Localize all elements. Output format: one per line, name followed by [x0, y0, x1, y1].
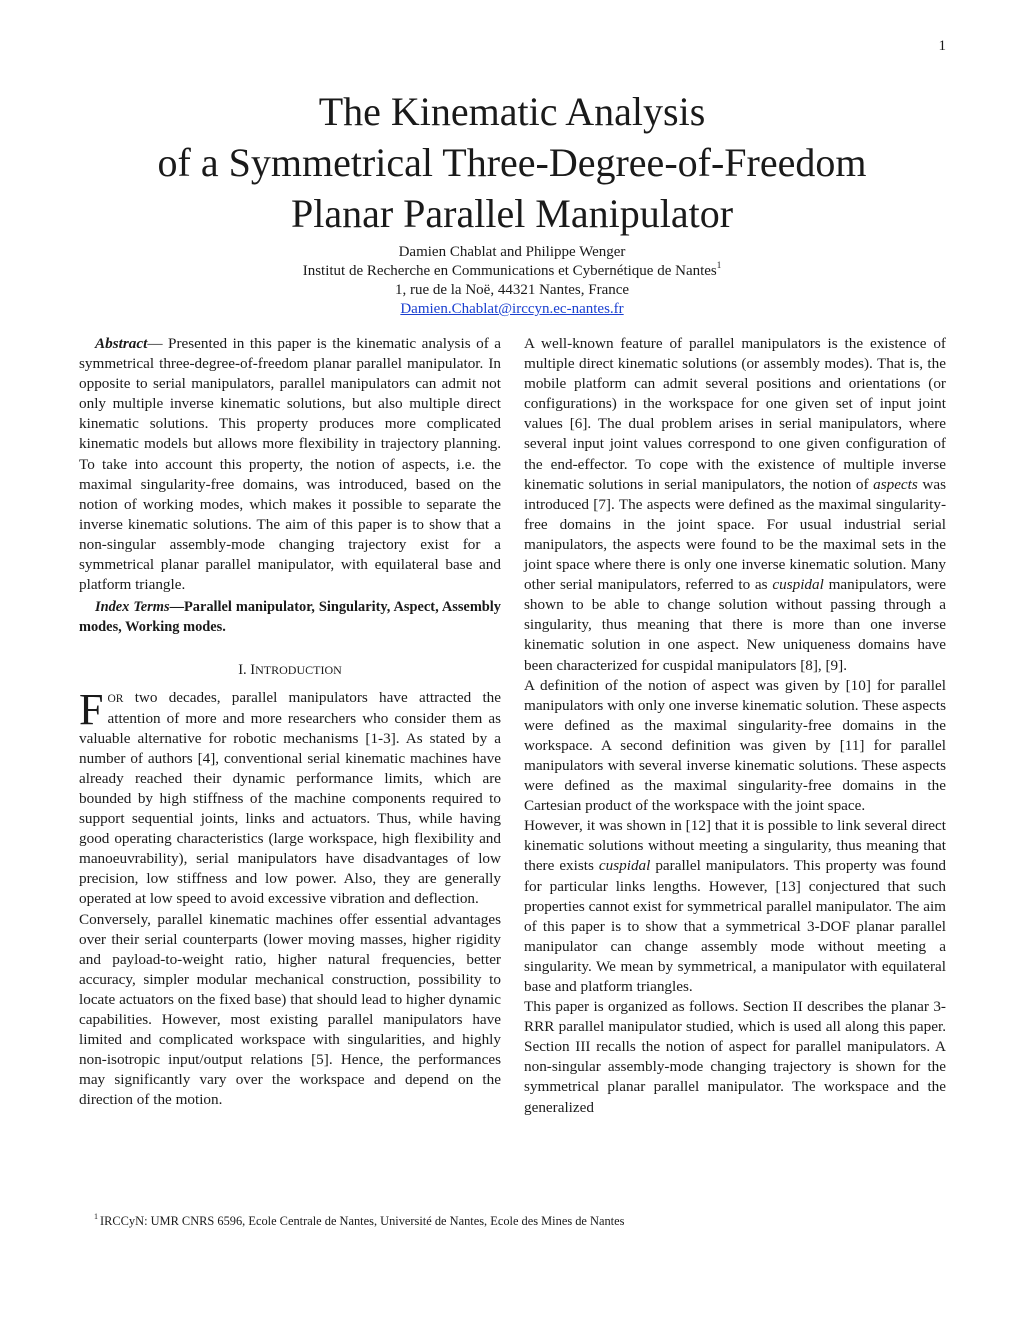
intro-paragraph-1: [79, 684, 501, 910]
section-heading-rest: NTRODUCTION: [255, 663, 342, 678]
paper-title-line-1: The Kinematic Analysis: [318, 89, 706, 134]
section-heading-introduction: [79, 660, 501, 680]
emphasis-cuspidal-2: cuspidal: [598, 857, 651, 875]
abstract-text: Presented in this paper is the kinematic analysis of a symmetrical three-degree-of-freedom planar parallel manipulator. In opposite to serial manipulators, parallel manipulators can admit not only multiple inverse kinematic solutions, but also multiple direct kinematic solutions. This property produces more complicated kinematic models but allows more flexibility in trajectory planning. To take into account this property, the notion of aspects, i.e. the maximal singularity-free domains, was introduced, based on the notion of working modes, which makes it possible to separate the inverse kinematic solutions. The aim of this paper is to show that a non-singular assembly-mode changing trajectory exist for a symmetrical planar parallel manipulator, with equilateral base and platform triangle.: [79, 335, 502, 594]
footnote-marker: 1: [94, 1212, 98, 1221]
abstract-label: Abstract: [95, 335, 148, 352]
index-terms-separator: —: [169, 599, 184, 616]
abstract: [79, 334, 501, 595]
right-paragraph-1: [524, 334, 946, 676]
authors: Damien Chablat and Philippe Wenger: [398, 244, 626, 260]
email-link[interactable]: Damien.Chablat@irccyn.ec-nantes.fr: [400, 301, 624, 317]
right-paragraph-3-part-a: However, it was shown in [12] that it is possible to link several direct kinematic solutions without meeting a singularity, thus meaning that there exists: [524, 817, 946, 875]
drop-cap-rest: OR: [107, 692, 124, 705]
right-paragraph-3-part-b: parallel manipulators. This property was found for particular links lengths. However, [13] conjectured that such properties cannot exist for symmetrical parallel manipulator. The aim of this paper is to show that a symmetrical 3-DOF planar parallel manipulator can change assembly mode without meeting a singularity. We mean by symmetrical, a manipulator with equilateral base and platform triangles.: [524, 857, 947, 995]
right-paragraph-2: A definition of the notion of aspect was given by [10] for parallel manipulators with only one inverse kinematic solution. These aspects were defined as the maximal singularity-free domains in the workspace. A second definition was given by [11] for parallel manipulators with several inverse kinematic solutions. These aspects were defined as the maximal singularity-free domains in the Cartesian product of the workspace with the joint space.: [524, 676, 946, 815]
left-column: [79, 334, 501, 1110]
footnote: [94, 1214, 624, 1229]
paper-title-line-3: Planar Parallel Manipulator: [290, 191, 734, 236]
title-block: [0, 86, 1024, 319]
index-terms-text: Parallel manipulator, Singularity, Aspect, Assembly modes, Working modes.: [79, 599, 502, 636]
abstract-separator: —: [147, 335, 169, 352]
intro-paragraph-2: Conversely, parallel kinematic machines offer essential advantages over their serial counterparts (lower moving masses, higher rigidity and payload-to-weight ratio, higher natural frequencies, better accuracy, simpler modular mechanical construction, possibility to locate actuators on the fixed base) that should lead to higher dynamic capabilities. However, most existing parallel manipulators have limited and complicated workspace with singularities, and highly non-isotropic input/output relations [5]. Hence, the performances may significantly vary over the workspace and depend on the direction of the motion.: [79, 910, 501, 1109]
index-terms-label: Index Terms: [95, 599, 170, 616]
footnote-text: IRCCyN: UMR CNRS 6596, Ecole Centrale de Nantes, Université de Nantes, Ecole des Mines de Nantes: [100, 1214, 625, 1228]
right-paragraph-1-part-b: was introduced [7]. The aspects were defined as the maximal singularity-free domains in the joint space. For usual industrial serial manipulators, the aspects were found to be the maximal sets in the joint space where there is only one inverse kinematic solution. Many other serial manipulators, referred to as: [524, 475, 946, 594]
index-terms: [79, 597, 501, 637]
paper-title-line-2: of a Symmetrical Three-Degree-of-Freedom: [157, 140, 867, 185]
address: 1, rue de la Noë, 44321 Nantes, France: [394, 282, 630, 298]
intro-paragraph-1-text: two decades, parallel manipulators have attracted the attention of more and more researchers who consider them as valuable alternative for robotic mechanisms [1-3]. As stated by a number of authors [4], conventional serial kinematic machines have already reached their dynamic performance limits, which are bounded by high stiffness of the machine components required to support sequential joints, links and actuators. Thus, while having good operating characteristics (large workspace, high flexibility and manoeuvrability), serial manipulators have disadvantages of low precision, low stiffness and low power. Also, they are generally operated at low speed to avoid excessive vibration and deflection.: [79, 688, 501, 908]
section-heading-initial: I: [250, 662, 256, 679]
emphasis-aspects: aspects: [873, 475, 918, 493]
right-column: [524, 334, 946, 1118]
affiliation: Institut de Recherche en Communications et Cybernétique de Nantes: [302, 263, 717, 279]
affiliation-line: [0, 262, 1024, 281]
right-paragraph-1-part-a: A well-known feature of parallel manipulators is the existence of multiple direct kinematic solutions (or assembly modes). That is, the mobile platform can admit several positions and orientations (or configurations) in the workspace for one given set of input joint values [6]. The dual problem arises in serial manipulators, where several input joint values correspond to one given configuration of the end-effector. To cope with the existence of multiple inverse kinematic solutions in serial manipulators, the notion of: [524, 335, 946, 493]
drop-cap: F: [79, 684, 104, 734]
affiliation-footnote-marker: 1: [716, 260, 722, 270]
right-paragraph-4: This paper is organized as follows. Section II describes the planar 3-RRR parallel manipulator studied, which is used all along this paper. Section III recalls the notion of aspect for parallel manipulators. A non-singular assembly-mode changing trajectory is shown for the symmetrical planar parallel manipulator. The workspace and the generalized: [524, 998, 946, 1116]
section-numeral: I.: [238, 662, 251, 679]
right-paragraph-3: [524, 816, 946, 997]
right-paragraph-1-part-c: manipulators, were shown to be able to change solution without passing through a singularity, thus meaning that there is more than one inverse kinematic solution in one aspect. New uniqueness domains have been characterized for cuspidal manipulators [8], [9].: [524, 576, 946, 674]
page-number: 1: [938, 38, 946, 54]
emphasis-cuspidal: cuspidal: [772, 576, 824, 594]
